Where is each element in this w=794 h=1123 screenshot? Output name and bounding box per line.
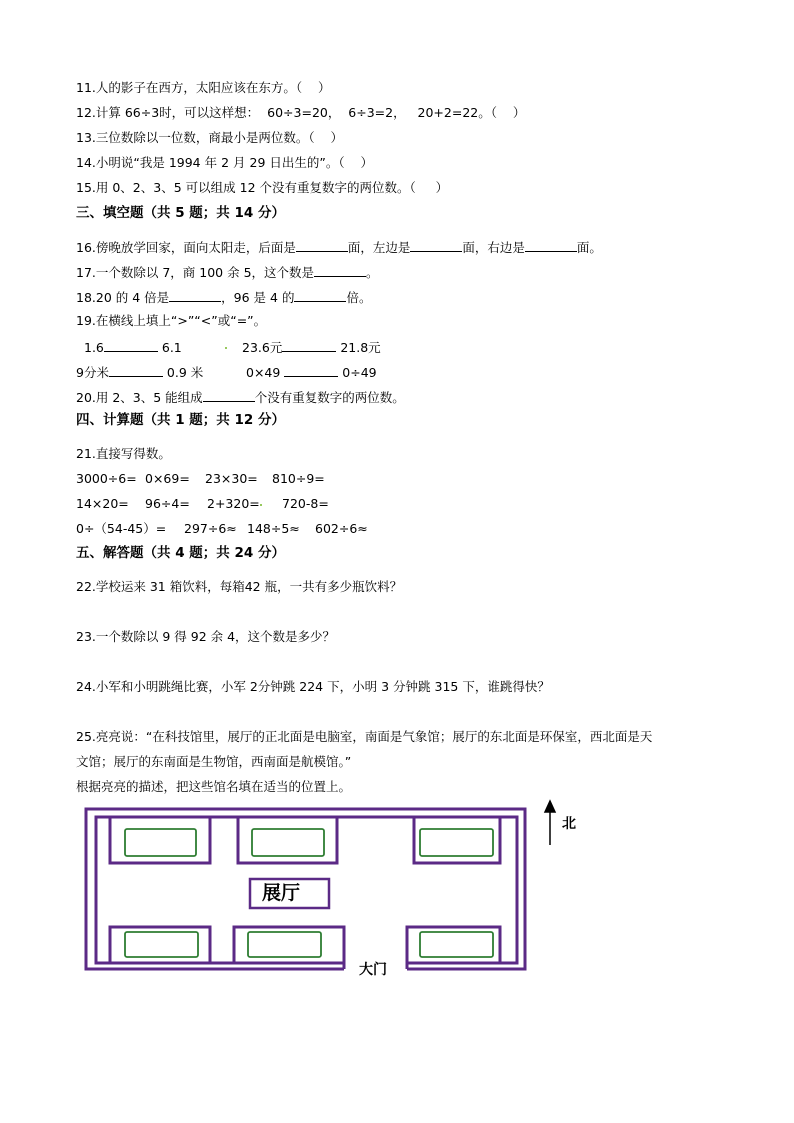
north-arrow (545, 801, 555, 845)
q21-r1c1: 3000÷6= (76, 471, 137, 486)
q21-r3c2: 297÷6≈ (184, 521, 237, 536)
q17-text-b: 。 (366, 265, 379, 280)
q25-line-1: 25.亮亮说：“在科技馆里，展厅的正北面是电脑室，南面是气象馆；展厅的东北面是环保室，西北面是天 (76, 729, 653, 744)
q21-r1c2: 0×69= (145, 471, 190, 486)
q21-r3c4: 602÷6≈ (315, 521, 368, 536)
section5-title: 五、解答题（共 4 题；共 24 分） (76, 545, 285, 561)
q21-r1c4: 810÷9= (272, 471, 325, 486)
q18-text-a: 18.20 的 4 倍是 (76, 290, 170, 305)
q25-line-2: 文馆；展厅的东南面是生物馆，西南面是航模馆。” (76, 754, 352, 769)
answer-box-se (420, 932, 493, 957)
answer-box-n (252, 829, 324, 856)
q19-r2c2-right: 0÷49 (338, 365, 377, 380)
q18-text-b: ，96 是 4 的 (221, 290, 295, 305)
q21-r3c3: 148÷5≈ (247, 521, 300, 536)
q21-r2c3: 2+320= (207, 496, 260, 511)
answer-box-ne (420, 829, 493, 856)
q12-text: 12.计算 66÷3时，可以这样想： 60÷3=20， 6÷3=2， 20+2=22。（ ） (76, 105, 526, 120)
answer-box-s (248, 932, 321, 957)
q19-r2c2-left: 0×49 (246, 365, 285, 380)
q24-text: 24.小军和小明跳绳比赛，小军 2分钟跳 224 下，小明 3 分钟跳 315 下，谁跳得快？ (76, 679, 550, 694)
q23-text: 23.一个数除以 9 得 92 余 4，这个数是多少？ (76, 629, 336, 644)
q20-text-b: 个没有重复数字的两位数。 (254, 390, 405, 405)
q15-text: 15.用 0、2、3、5 可以组成 12 个没有重复数字的两位数。（ ） (76, 180, 449, 195)
q16-text-a: 16.傍晚放学回家，面向太阳走，后面是 (76, 240, 296, 255)
q19-r1c2-left: 23.6元 (242, 340, 283, 355)
q14-text: 14.小明说“我是 1994 年 2 月 29 日出生的”。（ ） (76, 155, 373, 170)
q19-r1c2-right: 21.8元 (336, 340, 381, 355)
q21-r3c1: 0÷（54-45）= (76, 521, 167, 536)
q11-text: 11.人的影子在西方，太阳应该在东方。（ ） (76, 80, 331, 95)
q16-text-d: 面。 (576, 240, 602, 255)
q25-line-3: 根据亮亮的描述，把这些馆名填在适当的位置上。 (76, 779, 352, 794)
answer-box-nw (125, 829, 196, 856)
gate-label: 大门 (359, 962, 387, 978)
section3-title: 三、填空题（共 5 题；共 14 分） (76, 205, 285, 221)
section4-title: 四、计算题（共 1 题；共 12 分） (76, 412, 285, 428)
q19-r2c1-right: 0.9 米 (162, 365, 204, 380)
q16-text-c: 面，右边是 (462, 240, 525, 255)
q21-r2c1: 14×20= (76, 496, 129, 511)
q21-title: 21.直接写得数。 (76, 446, 171, 461)
q19-title: 19.在横线上填上“>”“<”或“=”。 (76, 313, 267, 328)
q19-r2c1-left: 9分米 (76, 365, 109, 380)
q19-r1c1-left: 1.6 (84, 340, 104, 355)
q22-text: 22.学校运来 31 箱饮料，每箱42 瓶，一共有多少瓶饮料？ (76, 579, 403, 594)
q18-text-c: 倍。 (346, 290, 372, 305)
north-label: 北 (562, 816, 576, 832)
q13-text: 13.三位数除以一位数，商最小是两位数。（ ） (76, 130, 344, 145)
q21-r2c2: 96÷4= (145, 496, 190, 511)
q21-r1c3: 23×30= (205, 471, 258, 486)
q17-text-a: 17.一个数除以 7，商 100 余 5，这个数是 (76, 265, 315, 280)
q19-r1c1-right: 6.1 (157, 340, 182, 355)
hall-label: 展厅 (262, 882, 301, 904)
q20-text-a: 20.用 2、3、5 能组成 (76, 390, 203, 405)
q21-r2c4: 720-8= (282, 496, 329, 511)
answer-box-sw (125, 932, 198, 957)
q16-text-b: 面，左边是 (347, 240, 411, 255)
